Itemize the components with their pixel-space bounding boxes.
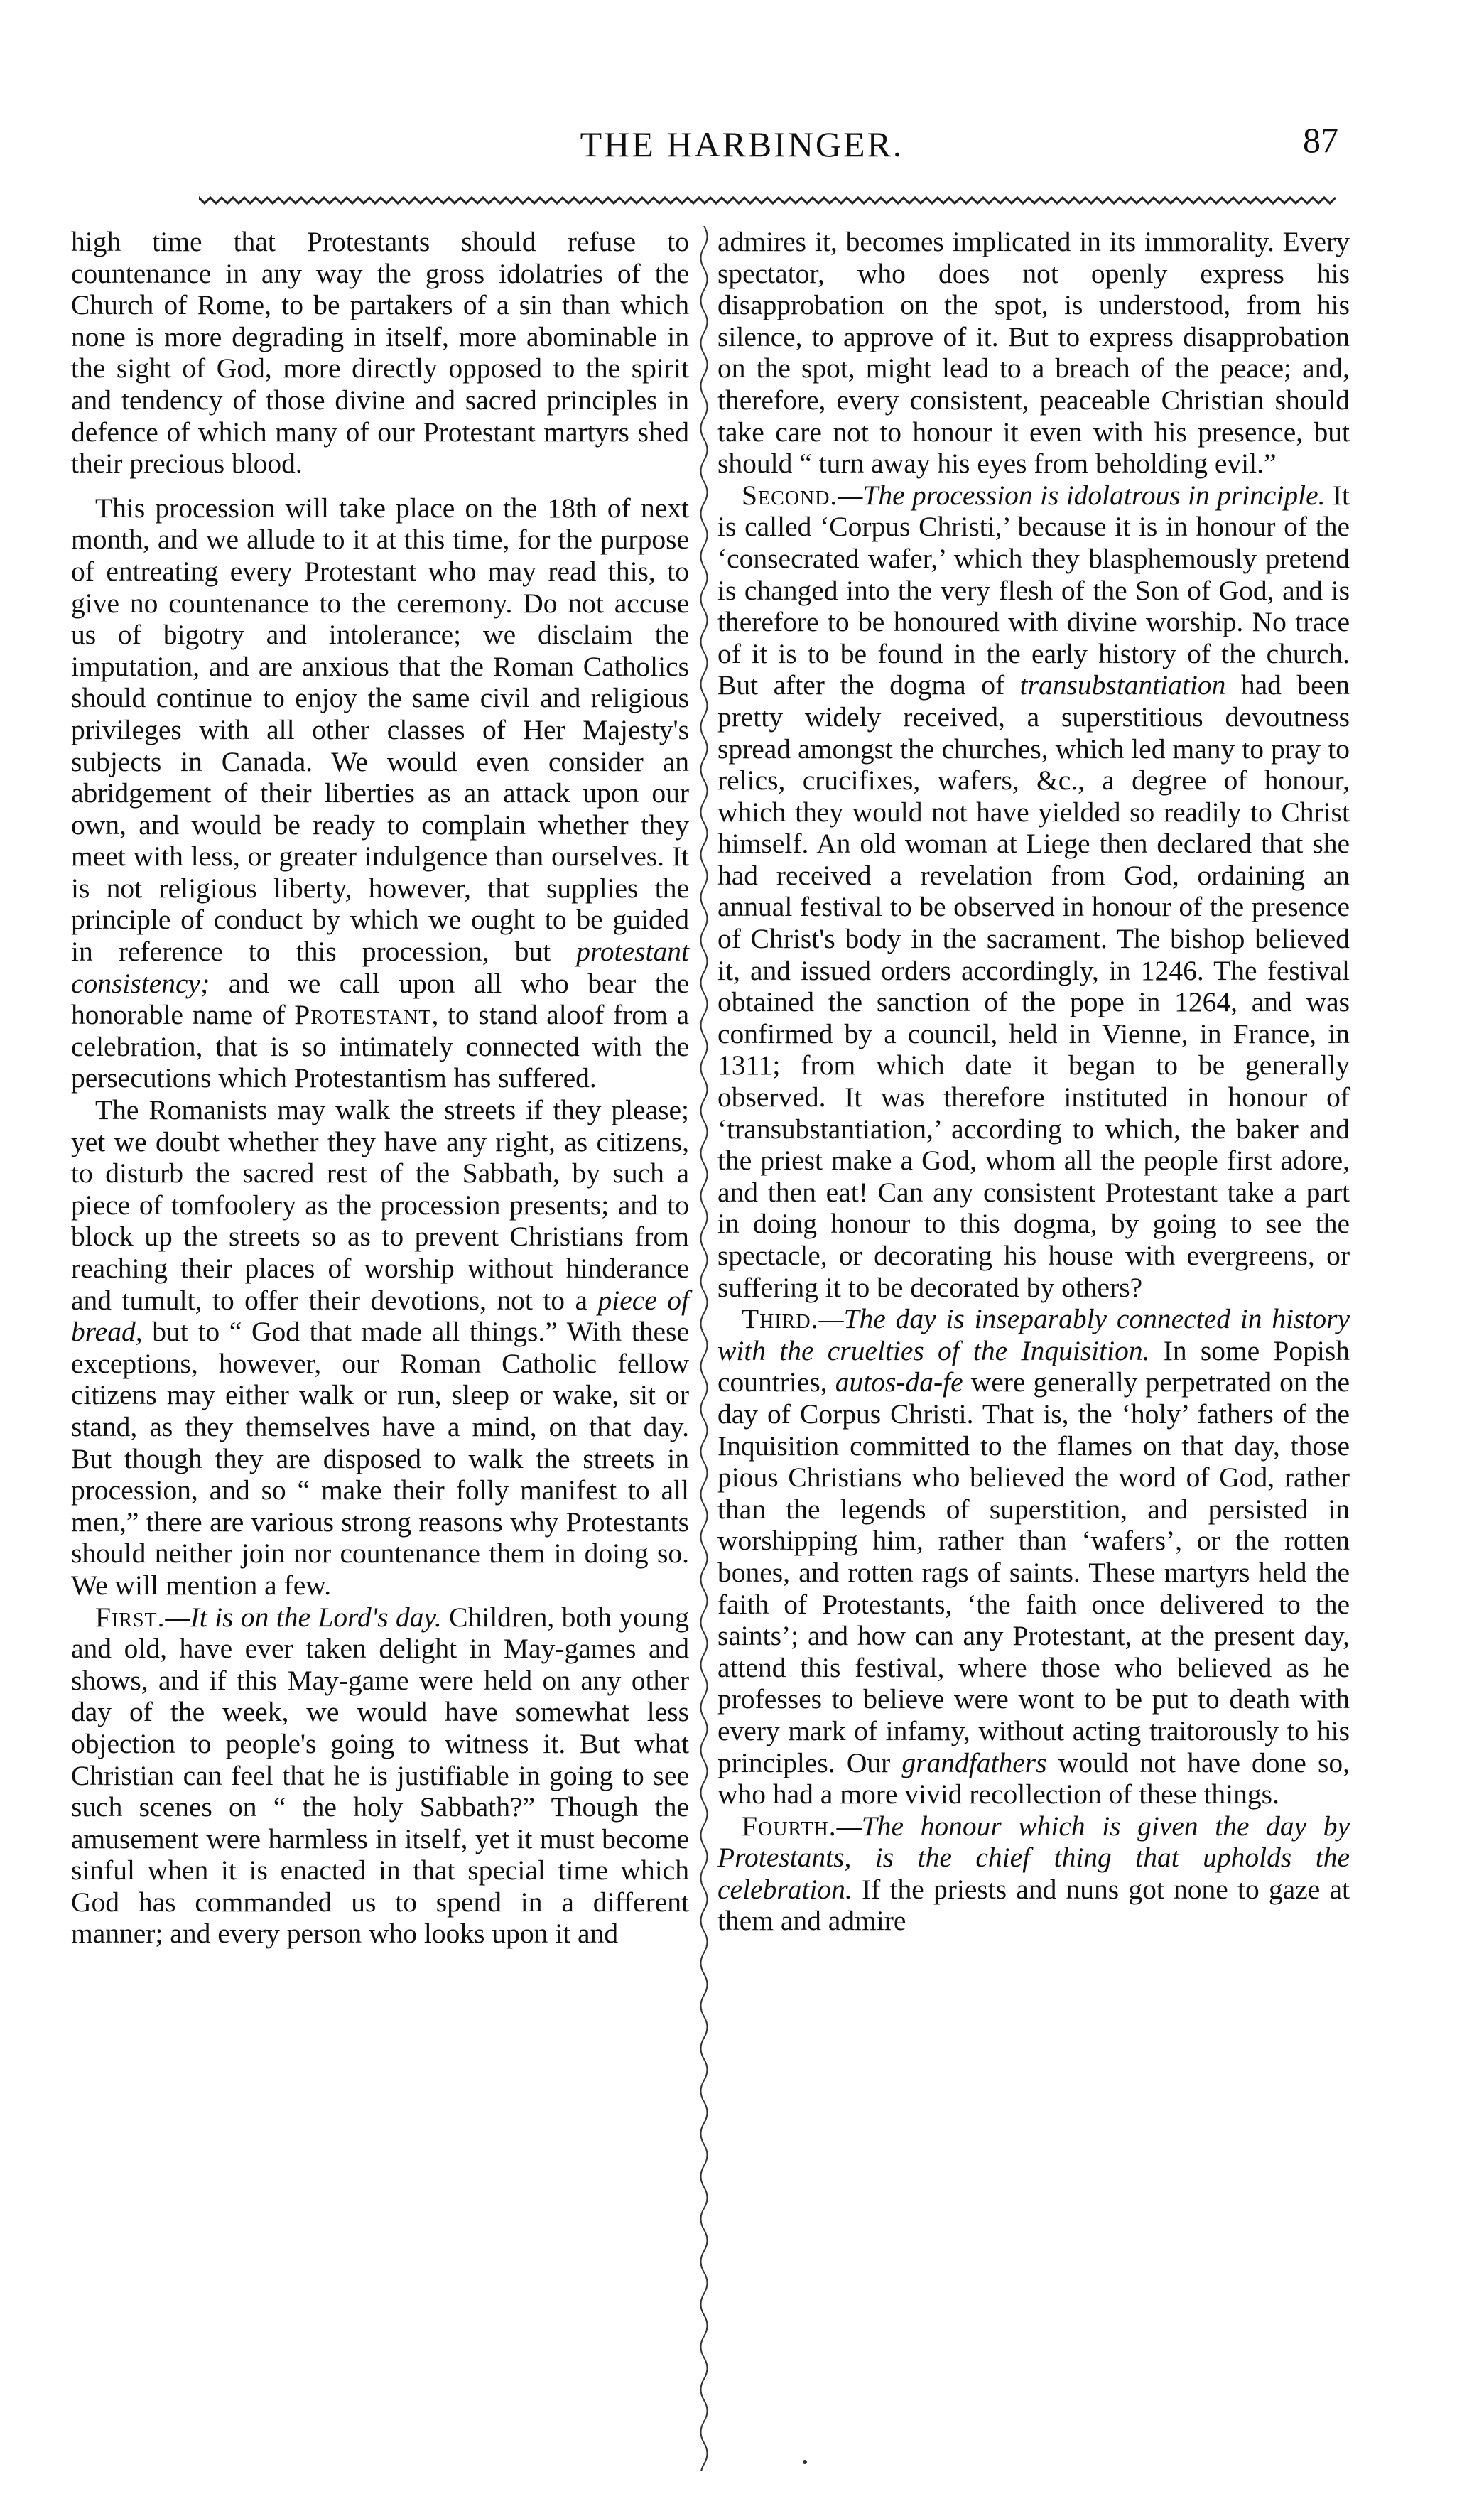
paragraph-text: This procession will take place on the 18th of next month, and we allude to it at this time, for the purpose of entreating every Protestant who may read this, to give no countenance to the ceremony. Do not accuse us of bigotry and intolerance; we disclaim the imputation, and are anxious that the Roman Catholics should continue to enjoy the same civil and religious privileges with all other classes of Her Majesty's subjects in Canada. We would even consider an abridgement of their liberties as an attack upon our own, and would be ready to complain whether they meet with less, or greater indulgence than ourselves. It is not religious liberty, however, that supplies the principle of conduct by which we ought to be guided in reference to this procession, but bbox=[71, 492, 689, 968]
paragraph-text: It is called ‘Corpus Christi,’ because it is in honour of the ‘consecrated wafer,’ which they blasphemously pretend is changed into the very flesh of the Son of God, and is therefore to be honoured with divine worship. No trace of it is to be found in the early history of the church. But after the dogma of bbox=[717, 479, 1350, 701]
paragraph-text: were generally perpetrated on the day of Corpus Christi. That is, the ‘holy’ fathers of the Inquisition committed to the flames on that day, those pious Christians who believed the word of God, rather than the legends of superstition, and persisted in worshipping him, rather than ‘wafers’, or the rotten bones, and rotten rags of saints. These martyrs held the faith of Protestants, ‘the faith once delivered to the saints’; and how can any Protestant, at the present day, attend this festival, where those who believed as he professes to believe were wont to be put to death with every mark of infamy, without acting traitorously to his principles. Our bbox=[717, 1366, 1350, 1778]
section-label: Fourth. bbox=[742, 1810, 837, 1842]
emphasis-text: autos-da-fe bbox=[835, 1366, 963, 1398]
emphasis-text: transubstantiation bbox=[1019, 669, 1226, 701]
paragraph-text: high time that Protestants should refuse to countenance in any way the gross idolatries of the Church of Rome, to be partakers of a sin than which none is more degrading in itself, more abominable in the sight of God, more directly opposed to the spirit and tendency of those divine and sacred principles in defence of which many of our Protestant martyrs shed their precious blood. bbox=[71, 226, 689, 480]
paragraph-text: The Romanists may walk the streets if they please; yet we doubt whether they have any right, as citizens, to disturb the sacred rest of the Sabbath, by such a piece of tomfoolery as the procession presents; and to block up the streets so as to prevent Christians from reaching their places of worship without hinderance and tumult, to offer their devotions, not to a bbox=[71, 1094, 689, 1316]
paragraph-text: had been pretty widely received, a superstitious devoutness spread amongst the churches, which led many to pray to relics, crucifixes, wafers, &c., a degree of honour, which they would not have yielded so readily to Christ himself. An old woman at Liege then declared that she had received a revelation from God, ordaining an annual festival to be observed in honour of the presence of Christ's body in the sacrament. The bishop believed it, and issued orders accordingly, in 1246. The festival obtained the sanction of the pope in 1264, and was confirmed by a council, held in Vienne, in France, in 1311; from which date it began to be generally observed. It was therefore instituted in honour of ‘transubstantiation,’ according to which, the baker and the priest make a God, whom all the people first adore, and then eat! Can any consistent Protestant take a part in doing honour to this dogma, by going to see the spectacle, or decorating his house with evergreens, or suffering it to be decorated by others? bbox=[717, 669, 1350, 1303]
emphasis-text: —The procession is idolatrous in principle. bbox=[838, 479, 1326, 511]
page-header bbox=[0, 119, 1484, 176]
decorative-wavy-rule bbox=[199, 193, 1336, 207]
paragraph bbox=[71, 1094, 689, 1602]
paragraph bbox=[717, 1810, 1350, 1937]
section-label: Second. bbox=[742, 479, 838, 511]
paragraph-text: admires it, becomes implicated in its immorality. Every spectator, who does not openly express his disapprobation on the spot, is understood, from his silence, to approve of it. But to express disapprobation on the spot, might lead to a breach of the peace; and, therefore, every consistent, peaceable Christian should take care not to honour it even with his presence, but should “ turn away his eyes from beholding evil.” bbox=[717, 226, 1350, 480]
small-caps-text: Protestant bbox=[294, 999, 432, 1031]
left-column bbox=[71, 226, 689, 1950]
emphasis-text: —It is on the Lord's day. bbox=[165, 1601, 442, 1633]
paragraph-text: If the priests and nuns got none to gaze at them and admire bbox=[717, 1873, 1350, 1937]
paragraph bbox=[717, 226, 1350, 480]
section-label: Third. bbox=[742, 1303, 819, 1335]
emphasis-text: protestant consistency; bbox=[71, 936, 689, 999]
paragraph bbox=[717, 480, 1350, 1303]
column-divider bbox=[693, 226, 715, 2471]
print-speck bbox=[803, 2460, 807, 2464]
emphasis-text: —The day is inseparably connected in history with the cruelties of the Inquisition. bbox=[717, 1303, 1350, 1366]
running-title: THE HARBINGER. bbox=[580, 124, 904, 164]
paragraph bbox=[71, 492, 689, 1094]
paragraph-text: and we call upon all who bear the honorable name of bbox=[71, 967, 689, 1031]
page-number: 87 bbox=[1303, 120, 1338, 160]
emphasis-text: piece of bread, bbox=[71, 1284, 689, 1348]
emphasis-text: —The honour which is given the day by Protestants, is the chief thing that upholds the celebration. bbox=[717, 1810, 1350, 1905]
paragraph-text: Children, both young and old, have ever taken delight in May-games and shows, and if this May-game were held on any other day of the week, we would have somewhat less objection to people's going to witness it. But what Christian can feel that he is justifiable in going to see such scenes on “ the holy Sabbath?” Though the amusement were harmless in itself, yet it must become sinful when it is enacted in that special time which God has commanded us to spend in a different manner; and every person who looks upon it and bbox=[71, 1601, 689, 1950]
paragraph-text: but to “ God that made all things.” With these exceptions, however, our Roman Catholic fellow citizens may either walk or run, sleep or wake, sit or stand, as they themselves have a mind, on that day. But though they are disposed to walk the streets in procession, and so “ make their folly manifest to all men,” there are various strong reasons why Protestants should neither join nor countenance them in doing so. We will mention a few. bbox=[71, 1316, 689, 1601]
paragraph-text: would not have done so, who had a more vivid recollection of these things. bbox=[717, 1746, 1350, 1810]
paragraph bbox=[717, 1303, 1350, 1810]
paragraph bbox=[71, 226, 689, 480]
paragraph bbox=[71, 1602, 689, 1950]
paragraph-text: In some Popish countries, bbox=[717, 1334, 1350, 1398]
right-column bbox=[717, 226, 1350, 1937]
paragraph-text: , to stand aloof from a celebration, that is so intimately connected with the persecutions which Protestantism has suffered. bbox=[71, 999, 689, 1094]
emphasis-text: grandfathers bbox=[901, 1746, 1047, 1778]
section-label: First. bbox=[95, 1601, 166, 1633]
